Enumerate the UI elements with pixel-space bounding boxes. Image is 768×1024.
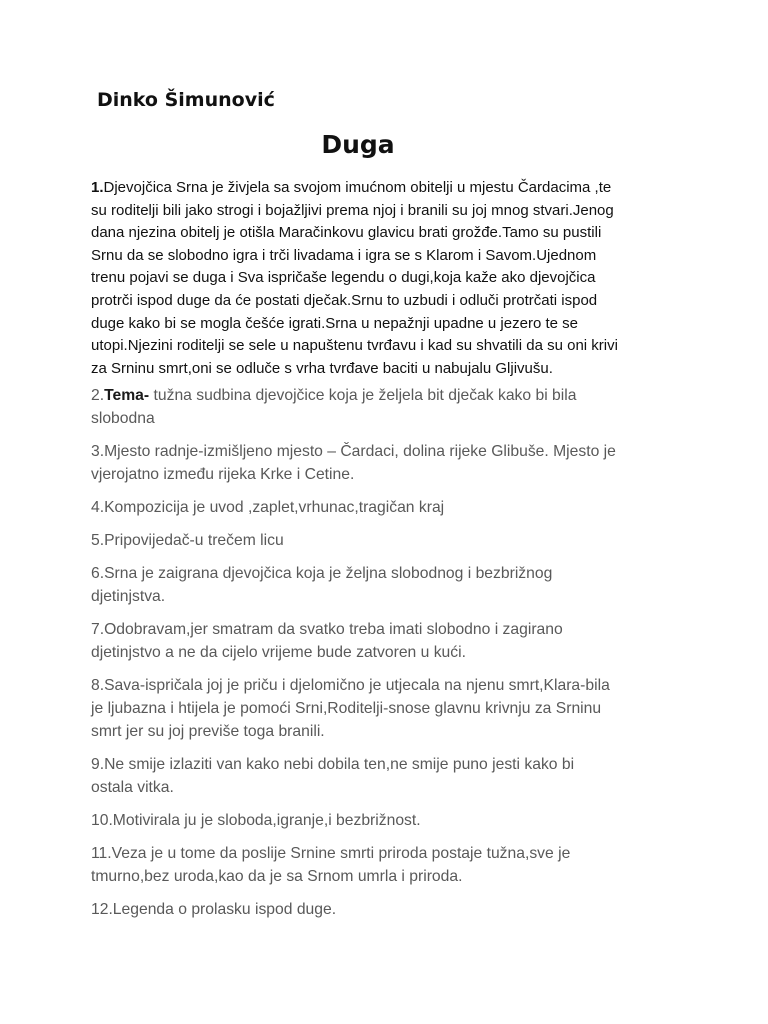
- answer-item: [91, 753, 691, 799]
- answer-item: [91, 674, 691, 743]
- answer-list: [91, 384, 691, 931]
- answer-item: [91, 898, 691, 921]
- summary-line: duge kako bi se mogla češće igrati.Srna u nepažnji upadne u jezero te se: [91, 314, 578, 332]
- answer-item: [91, 496, 691, 519]
- document-title: Duga: [321, 130, 395, 159]
- summary-line: su roditelji bili jako strogi i bojažljivi prema njoj i branili su joj mnog stvari.Jenog: [91, 201, 614, 219]
- answer-item: [91, 562, 691, 608]
- answer-line: djetinjstvo a ne da cijelo vrijeme bude zatvoren u kući.: [91, 644, 466, 661]
- summary-paragraph: [91, 177, 691, 380]
- answer-line: 7.Odobravam,jer smatram da svatko treba imati slobodno i zagirano: [91, 621, 563, 638]
- tema-number: 2.: [91, 387, 105, 404]
- answer-line: 3.Mjesto radnje-izmišljeno mjesto – Čardaci, dolina rijeke Glibuše. Mjesto je: [91, 443, 616, 460]
- tema-dash: -: [143, 387, 150, 404]
- answer-line: 9.Ne smije izlaziti van kako nebi dobila ten,ne smije puno jesti kako bi: [91, 756, 575, 773]
- answer-line: je ljubazna i htijela je pomoći Srni,Roditelji-snose glavnu krivnju za Srninu: [91, 700, 602, 717]
- summary-line: protrči ispod duge da će postati dječak.Srnu to uzbudi i odluči protrčati ispod: [91, 291, 598, 309]
- answer-line: 12.Legenda o prolasku ispod duge.: [91, 901, 337, 918]
- answer-item: [91, 529, 691, 552]
- summary-line: za Srninu smrt,oni se odluče s vrha tvrđave baciti u nabujalu Gljivušu.: [91, 359, 553, 377]
- answer-line: slobodna: [91, 410, 155, 427]
- answer-line: 6.Srna je zaigrana djevojčica koja je željna slobodnog i bezbrižnog: [91, 565, 553, 582]
- summary-line: dana njezina obitelj je otišla Maračinkovu glavicu brati grožđe.Tamo su pustili: [91, 224, 602, 242]
- summary-line: utopi.Njezini roditelji se sele u napuštenu tvrđavu i kad su shvatili da su oni krivi: [91, 337, 618, 355]
- author-name: Dinko Šimunović: [97, 89, 275, 111]
- answer-line: 5.Pripovijedač-u trečem licu: [91, 532, 284, 549]
- answer-line: 8.Sava-ispričala joj je priču i djelomično je utjecala na njenu smrt,Klara-bila: [91, 677, 610, 694]
- tema-label: Tema: [104, 387, 144, 404]
- answer-line: tmurno,bez uroda,kao da je sa Srnom umrla i priroda.: [91, 868, 463, 885]
- answer-line: vjerojatno između rijeka Krke i Cetine.: [91, 466, 355, 483]
- answer-item: [91, 440, 691, 486]
- answer-line: ostala vitka.: [91, 779, 174, 796]
- answer-item: [91, 809, 691, 832]
- summary-line: Srnu da se slobodno igra i trči livadama i igra se s Klarom i Savom.Ujednom: [91, 246, 597, 264]
- answer-line: 2.Tema- tužna sudbina djevojčice koja je željela bit dječak kako bi bila: [91, 387, 577, 404]
- answer-item: [91, 618, 691, 664]
- answer-line: djetinjstva.: [91, 588, 166, 605]
- summary-line: 1.Djevojčica Srna je živjela sa svojom imućnom obitelji u mjestu Čardacima ,te: [91, 179, 612, 196]
- answer-line: 10.Motivirala ju je sloboda,igranje,i bezbrižnost.: [91, 812, 421, 829]
- summary-line: trenu pojavi se duga i Sva ispričaše legendu o dugi,koja kaže ako djevojčica: [91, 269, 596, 287]
- answer-item-tema: [91, 384, 691, 430]
- answer-line: smrt jer su joj previše toga branili.: [91, 723, 325, 740]
- answer-line: 11.Veza je u tome da poslije Srnine smrti priroda postaje tužna,sve je: [91, 845, 571, 862]
- summary-number: 1.: [91, 179, 104, 196]
- answer-line: 4.Kompozicija je uvod ,zaplet,vrhunac,tragičan kraj: [91, 499, 445, 516]
- answer-item: [91, 842, 691, 888]
